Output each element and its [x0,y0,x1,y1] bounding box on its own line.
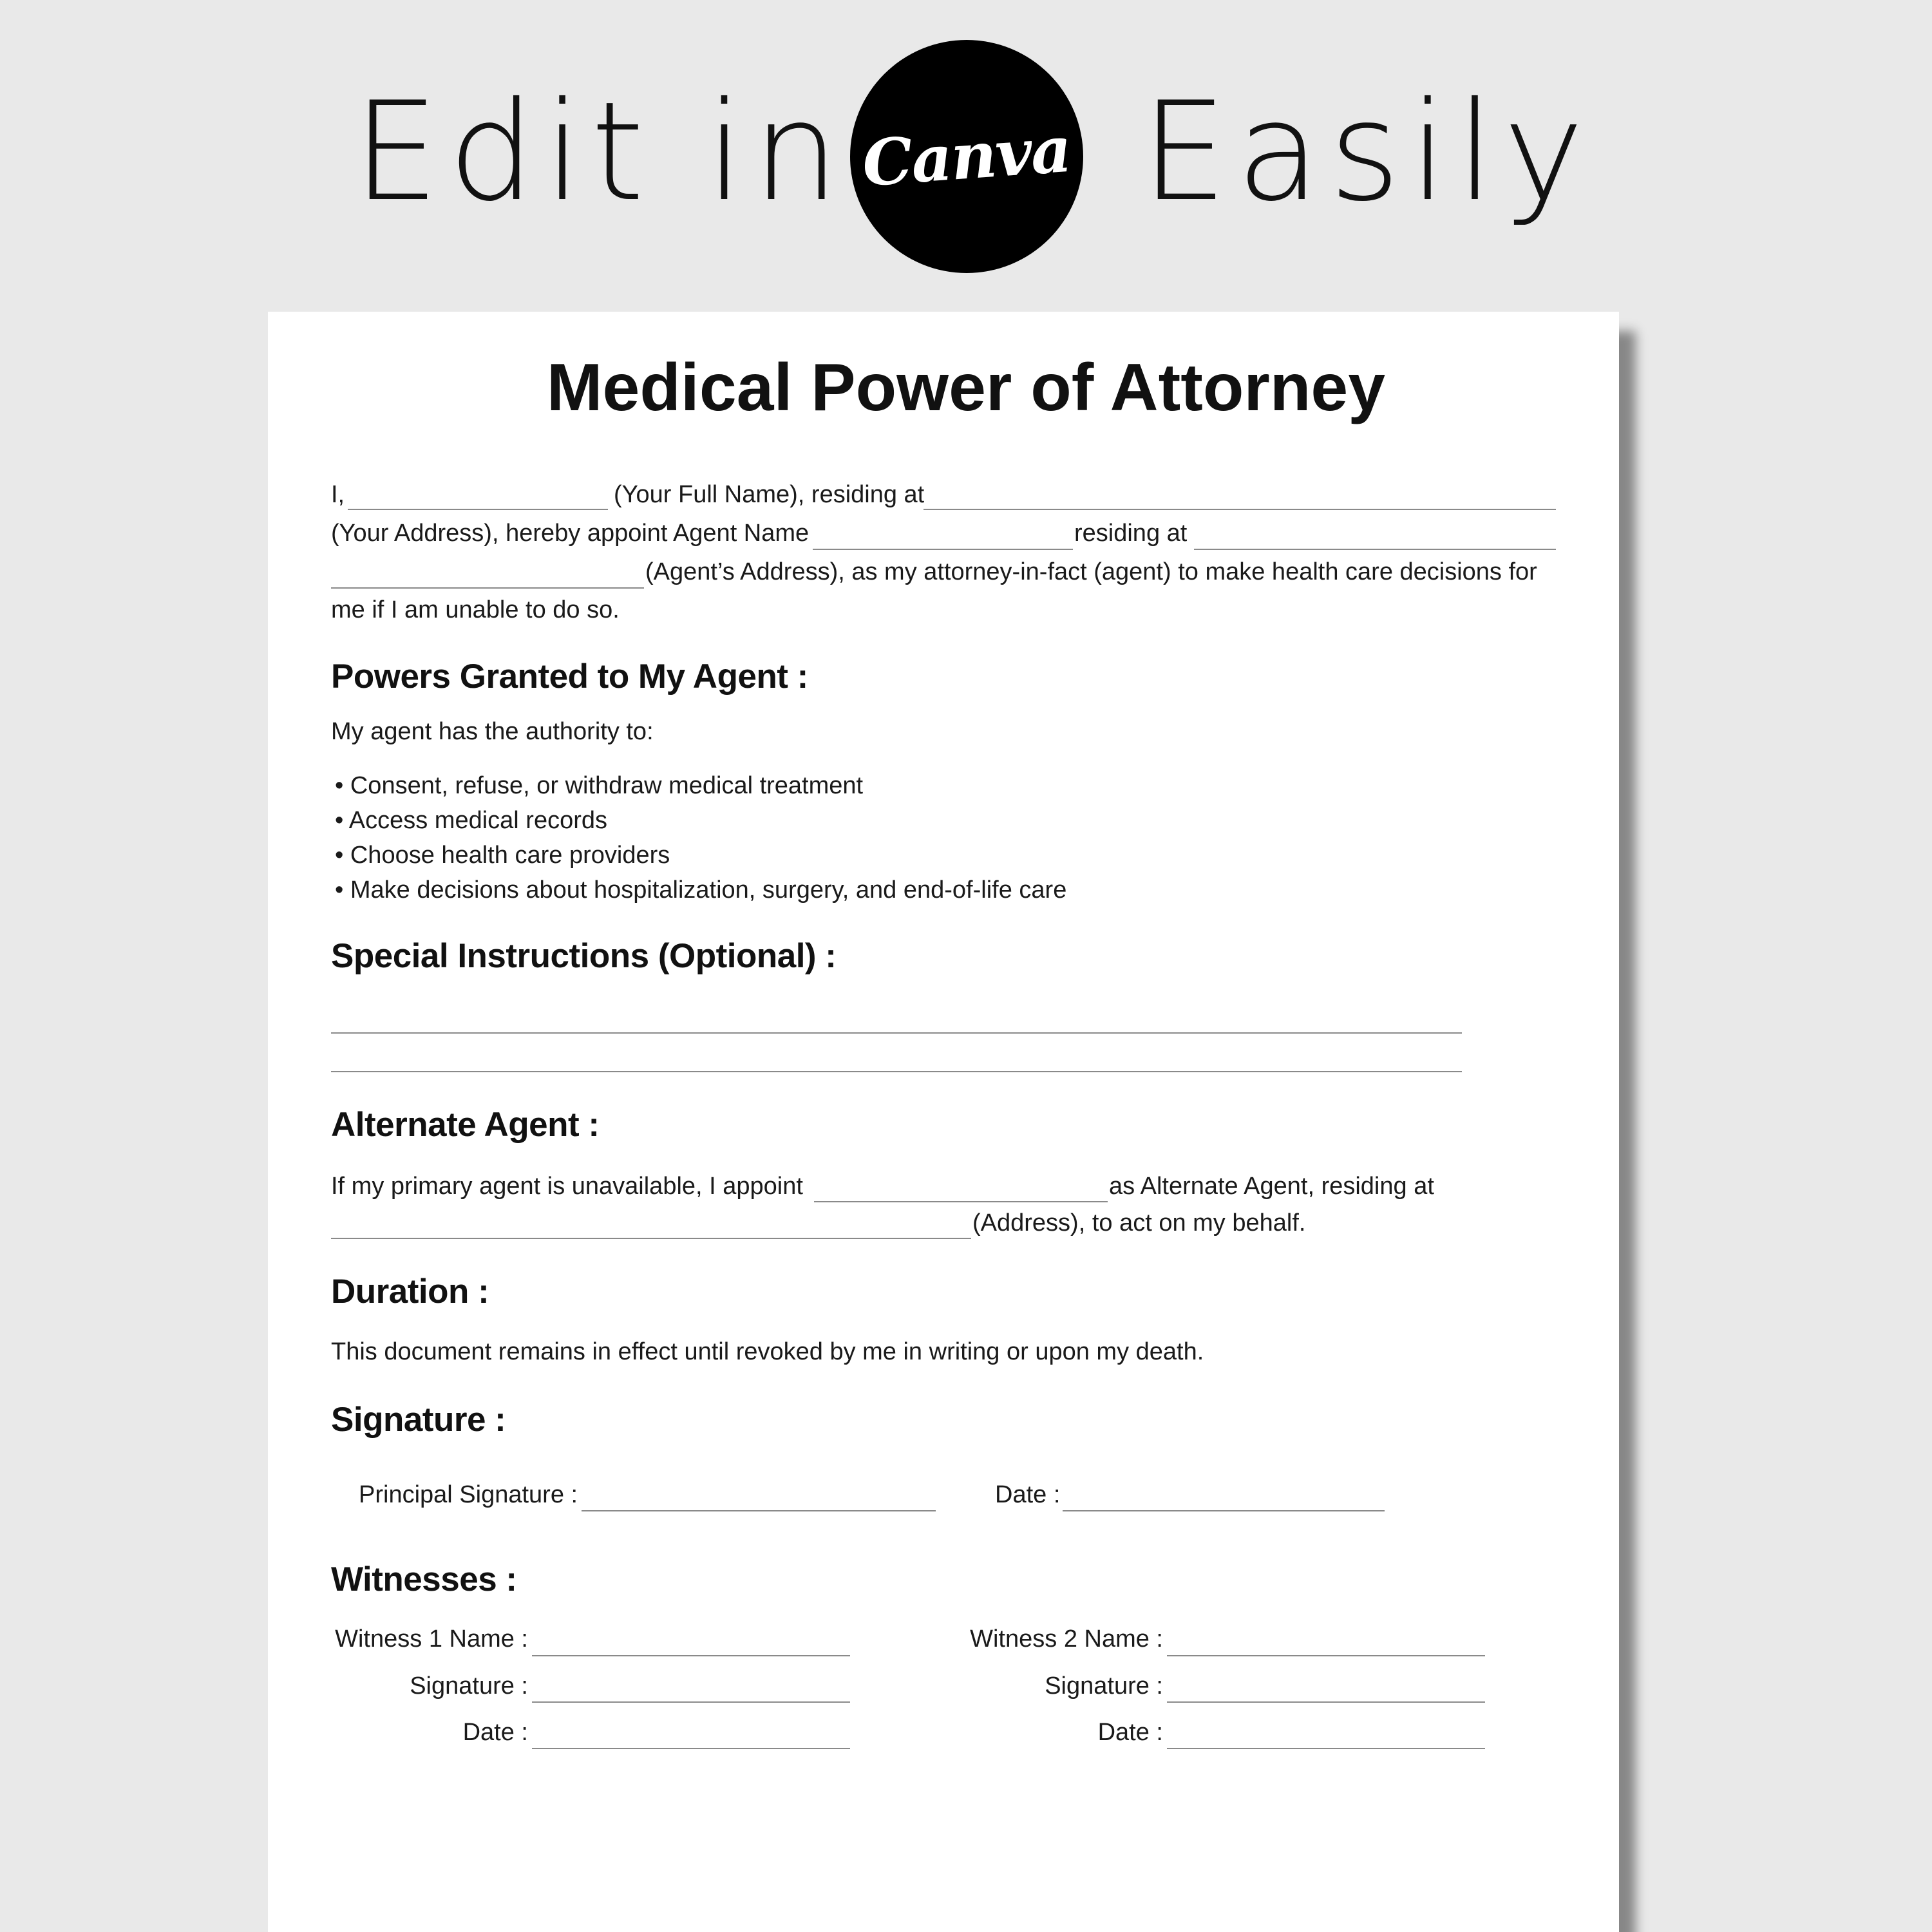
witness1-signature-label: Signature : [410,1672,528,1700]
witness2-signature-field[interactable] [1167,1701,1485,1703]
powers-lead: My agent has the authority to: [331,718,654,745]
alternate-line2: (Address), to act on my behalf. [972,1209,1306,1236]
witness2-name-label: Witness 2 Name : [970,1625,1163,1653]
intro-residing-at: residing at [1074,520,1188,547]
principal-signature-field[interactable] [582,1510,936,1511]
intro-unable: me if I am unable to do so. [331,596,620,623]
document-title: Medical Power of Attorney [546,350,1386,425]
special-instructions-line-2[interactable] [331,1071,1462,1072]
powers-item: • Access medical records [335,807,608,834]
powers-heading: Powers Granted to My Agent : [331,658,808,696]
witness2-signature-label: Signature : [1045,1672,1163,1700]
duration-heading: Duration : [331,1273,489,1311]
witness2-date-label: Date : [1097,1719,1163,1746]
signature-heading: Signature : [331,1401,506,1439]
alternate-line1-b: as Alternate Agent, residing at [1109,1173,1434,1200]
powers-item: • Make decisions about hospitalization, surgery, and end-of-life care [335,876,1067,904]
witnesses-heading: Witnesses : [331,1560,517,1598]
agent-name-field[interactable] [813,549,1073,550]
intro-your-full-name: (Your Full Name), residing at [614,481,925,508]
intro-i: I, [331,481,345,508]
agent-address-field-1[interactable] [1194,549,1556,550]
witness2-date-field[interactable] [1167,1748,1485,1749]
duration-text: This document remains in effect until revoked by me in writing or upon my death. [331,1338,1204,1365]
banner-left-text: Edit in [353,72,849,231]
witness1-date-field[interactable] [532,1748,850,1749]
agent-address-field-2[interactable] [331,587,644,589]
principal-date-field[interactable] [1063,1510,1385,1511]
alternate-agent-heading: Alternate Agent : [331,1106,600,1144]
special-instructions-heading: Special Instructions (Optional) : [331,937,837,975]
alternate-agent-name-field[interactable] [814,1201,1108,1202]
alternate-address-field[interactable] [331,1238,971,1239]
witness1-signature-field[interactable] [532,1701,850,1703]
your-full-name-field[interactable] [348,509,608,510]
principal-date-label: Date : [995,1481,1061,1508]
witness1-name-field[interactable] [532,1655,850,1656]
your-address-field[interactable] [923,509,1556,510]
intro-your-address: (Your Address), hereby appoint Agent Name [331,520,810,547]
special-instructions-line-1[interactable] [331,1032,1462,1034]
powers-item: • Choose health care providers [335,842,670,869]
witness1-name-label: Witness 1 Name : [335,1625,528,1653]
alternate-line1-a: If my primary agent is unavailable, I appoint [331,1173,803,1200]
powers-item: • Consent, refuse, or withdraw medical treatment [335,772,864,799]
intro-agents-address: (Agent’s Address), as my attorney-in-fact (agent) to make health care decisions for [645,558,1537,585]
witness2-name-field[interactable] [1167,1655,1485,1656]
principal-signature-label: Principal Signature : [359,1481,578,1508]
canva-logo-text: Canva [860,112,1074,201]
banner-right-text: Easily [1141,72,1593,231]
witness1-date-label: Date : [462,1719,528,1746]
canva-logo [850,40,1083,273]
